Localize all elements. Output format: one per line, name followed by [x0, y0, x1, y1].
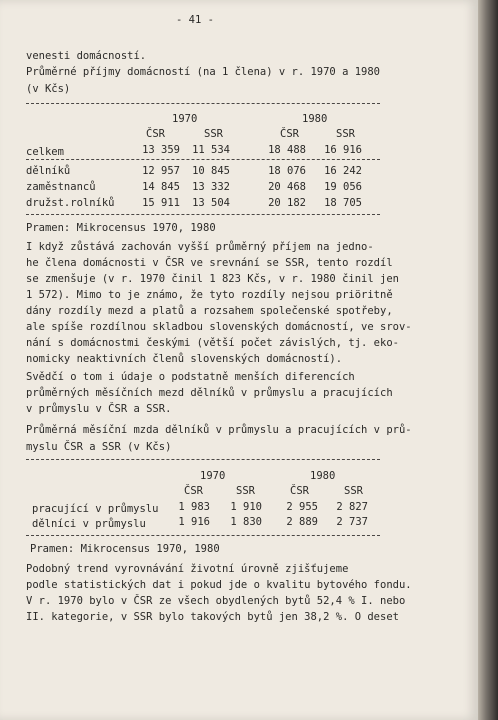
table1-cell: 15 911: [142, 197, 180, 209]
book-page-edge: [478, 0, 498, 720]
intro-fragment: venesti domácností.: [26, 50, 147, 62]
table2-cell: 2 889: [286, 516, 318, 528]
table1-cell: 11 534: [192, 144, 230, 156]
paragraph2-line: Svědčí o tom i údaje o podstatně menších diferencích: [26, 371, 355, 383]
table1-mid-rule: [26, 159, 380, 160]
table1-cell: 13 332: [192, 181, 230, 193]
table1-cell: 12 957: [142, 165, 180, 177]
table1-row-label: zaměstnanců: [26, 181, 96, 193]
table1-cell: 16 916: [324, 144, 362, 156]
paragraph1-line: se zmenšuje (v r. 1970 činil 1 823 Kčs, v r. 1980 činil jen: [26, 273, 399, 285]
table2-cell: 1 916: [178, 516, 210, 528]
table1-year-1980: 1980: [302, 113, 328, 125]
table1-top-rule: [26, 103, 380, 104]
paragraph2-line: v průmyslu v ČSR a SSR.: [26, 403, 172, 415]
paragraph2-line: průměrných měsíčních mezd dělníků v průmyslu a pracujících: [26, 387, 393, 399]
table2-row-label: dělníci v průmyslu: [32, 518, 146, 530]
paragraph1-line: he člena domácnosti v ČSR ve srevnání se SSR, tento rozdíl: [26, 257, 393, 269]
page-number: - 41 -: [176, 14, 214, 26]
table2-top-rule: [26, 459, 380, 460]
table1-year-1970: 1970: [172, 113, 198, 125]
paragraph1-line: 1 572). Mimo to je známo, že tyto rozdíly nejsou priöritně: [26, 289, 393, 301]
table2-cell: 2 955: [286, 501, 318, 513]
table1-cell: 13 504: [192, 197, 230, 209]
paragraph1-line: nání s domácnostmi českými (větší počet závislých, tj. eko-: [26, 337, 399, 349]
table1-title-line2: (v Kčs): [26, 83, 71, 95]
table2-col-csr-1970: ČSR: [184, 485, 203, 497]
table1-cell: 18 076: [268, 165, 306, 177]
table2-cell: 2 737: [336, 516, 368, 528]
table1-col-ssr-1980: SSR: [336, 128, 355, 140]
paragraph1-line: nomicky neaktivních členů slovenských domácností).: [26, 353, 343, 365]
paragraph1-line: ale spíše rozdílnou skladbou slovenských domácností, ve srov-: [26, 321, 412, 333]
table2-cell: 1 830: [230, 516, 262, 528]
table2-year-1980: 1980: [310, 470, 336, 482]
paragraph3-line: V r. 1970 bylo v ČSR ze všech obydlených bytů 52,4 % I. nebo: [26, 595, 406, 607]
paragraph3-line: podle statistických dat i pokud jde o kvalitu bytového fondu.: [26, 579, 412, 591]
table1-row-label: dělníků: [26, 165, 71, 177]
table2-bottom-rule: [26, 535, 380, 536]
table1-cell: 16 242: [324, 165, 362, 177]
table1-cell: 18 488: [268, 144, 306, 156]
table1-col-ssr-1970: SSR: [204, 128, 223, 140]
table1-cell: 14 845: [142, 181, 180, 193]
table2-source: Pramen: Mikrocensus 1970, 1980: [30, 543, 220, 555]
table1-cell: 19 056: [324, 181, 362, 193]
table1-row-label: družst.rolníků: [26, 197, 115, 209]
table2-year-1970: 1970: [200, 470, 226, 482]
paragraph1-line: I když zůstává zachován vyšší průměrný příjem na jedno-: [26, 241, 374, 253]
table1-cell: 18 705: [324, 197, 362, 209]
table1-col-csr-1980: ČSR: [280, 128, 299, 140]
table2-title-line2: myslu ČSR a SSR (v Kčs): [26, 441, 172, 453]
table2-col-ssr-1980: SSR: [344, 485, 363, 497]
table1-source: Pramen: Mikrocensus 1970, 1980: [26, 222, 216, 234]
table2-cell: 1 910: [230, 501, 262, 513]
table1-title-line1: Průměrné příjmy domácností (na 1 člena) v r. 1970 a 1980: [26, 66, 381, 78]
table2-col-ssr-1970: SSR: [236, 485, 255, 497]
table2-title-line1: Průměrná měsíční mzda dělníků v průmyslu a pracujících v prů-: [26, 424, 412, 436]
table1-cell: 20 182: [268, 197, 306, 209]
table1-bottom-rule: [26, 214, 380, 215]
paragraph3-line: II. kategorie, v SSR bylo takových bytů jen 38,2 %. O deset: [26, 611, 399, 623]
table2-col-csr-1980: ČSR: [290, 485, 309, 497]
table1-cell: 13 359: [142, 144, 180, 156]
paragraph3-line: Podobný trend vyrovnávání životní úrovně zjišťujeme: [26, 563, 349, 575]
table2-cell: 2 827: [336, 501, 368, 513]
table1-row-label: celkem: [26, 146, 64, 158]
table1-col-csr-1970: ČSR: [146, 128, 165, 140]
paragraph1-line: dány rozdíly mezd a platů a rozsahem společenské spotřeby,: [26, 305, 393, 317]
table2-row-label: pracující v průmyslu: [32, 503, 159, 515]
table2-cell: 1 983: [178, 501, 210, 513]
table1-cell: 20 468: [268, 181, 306, 193]
table1-cell: 10 845: [192, 165, 230, 177]
